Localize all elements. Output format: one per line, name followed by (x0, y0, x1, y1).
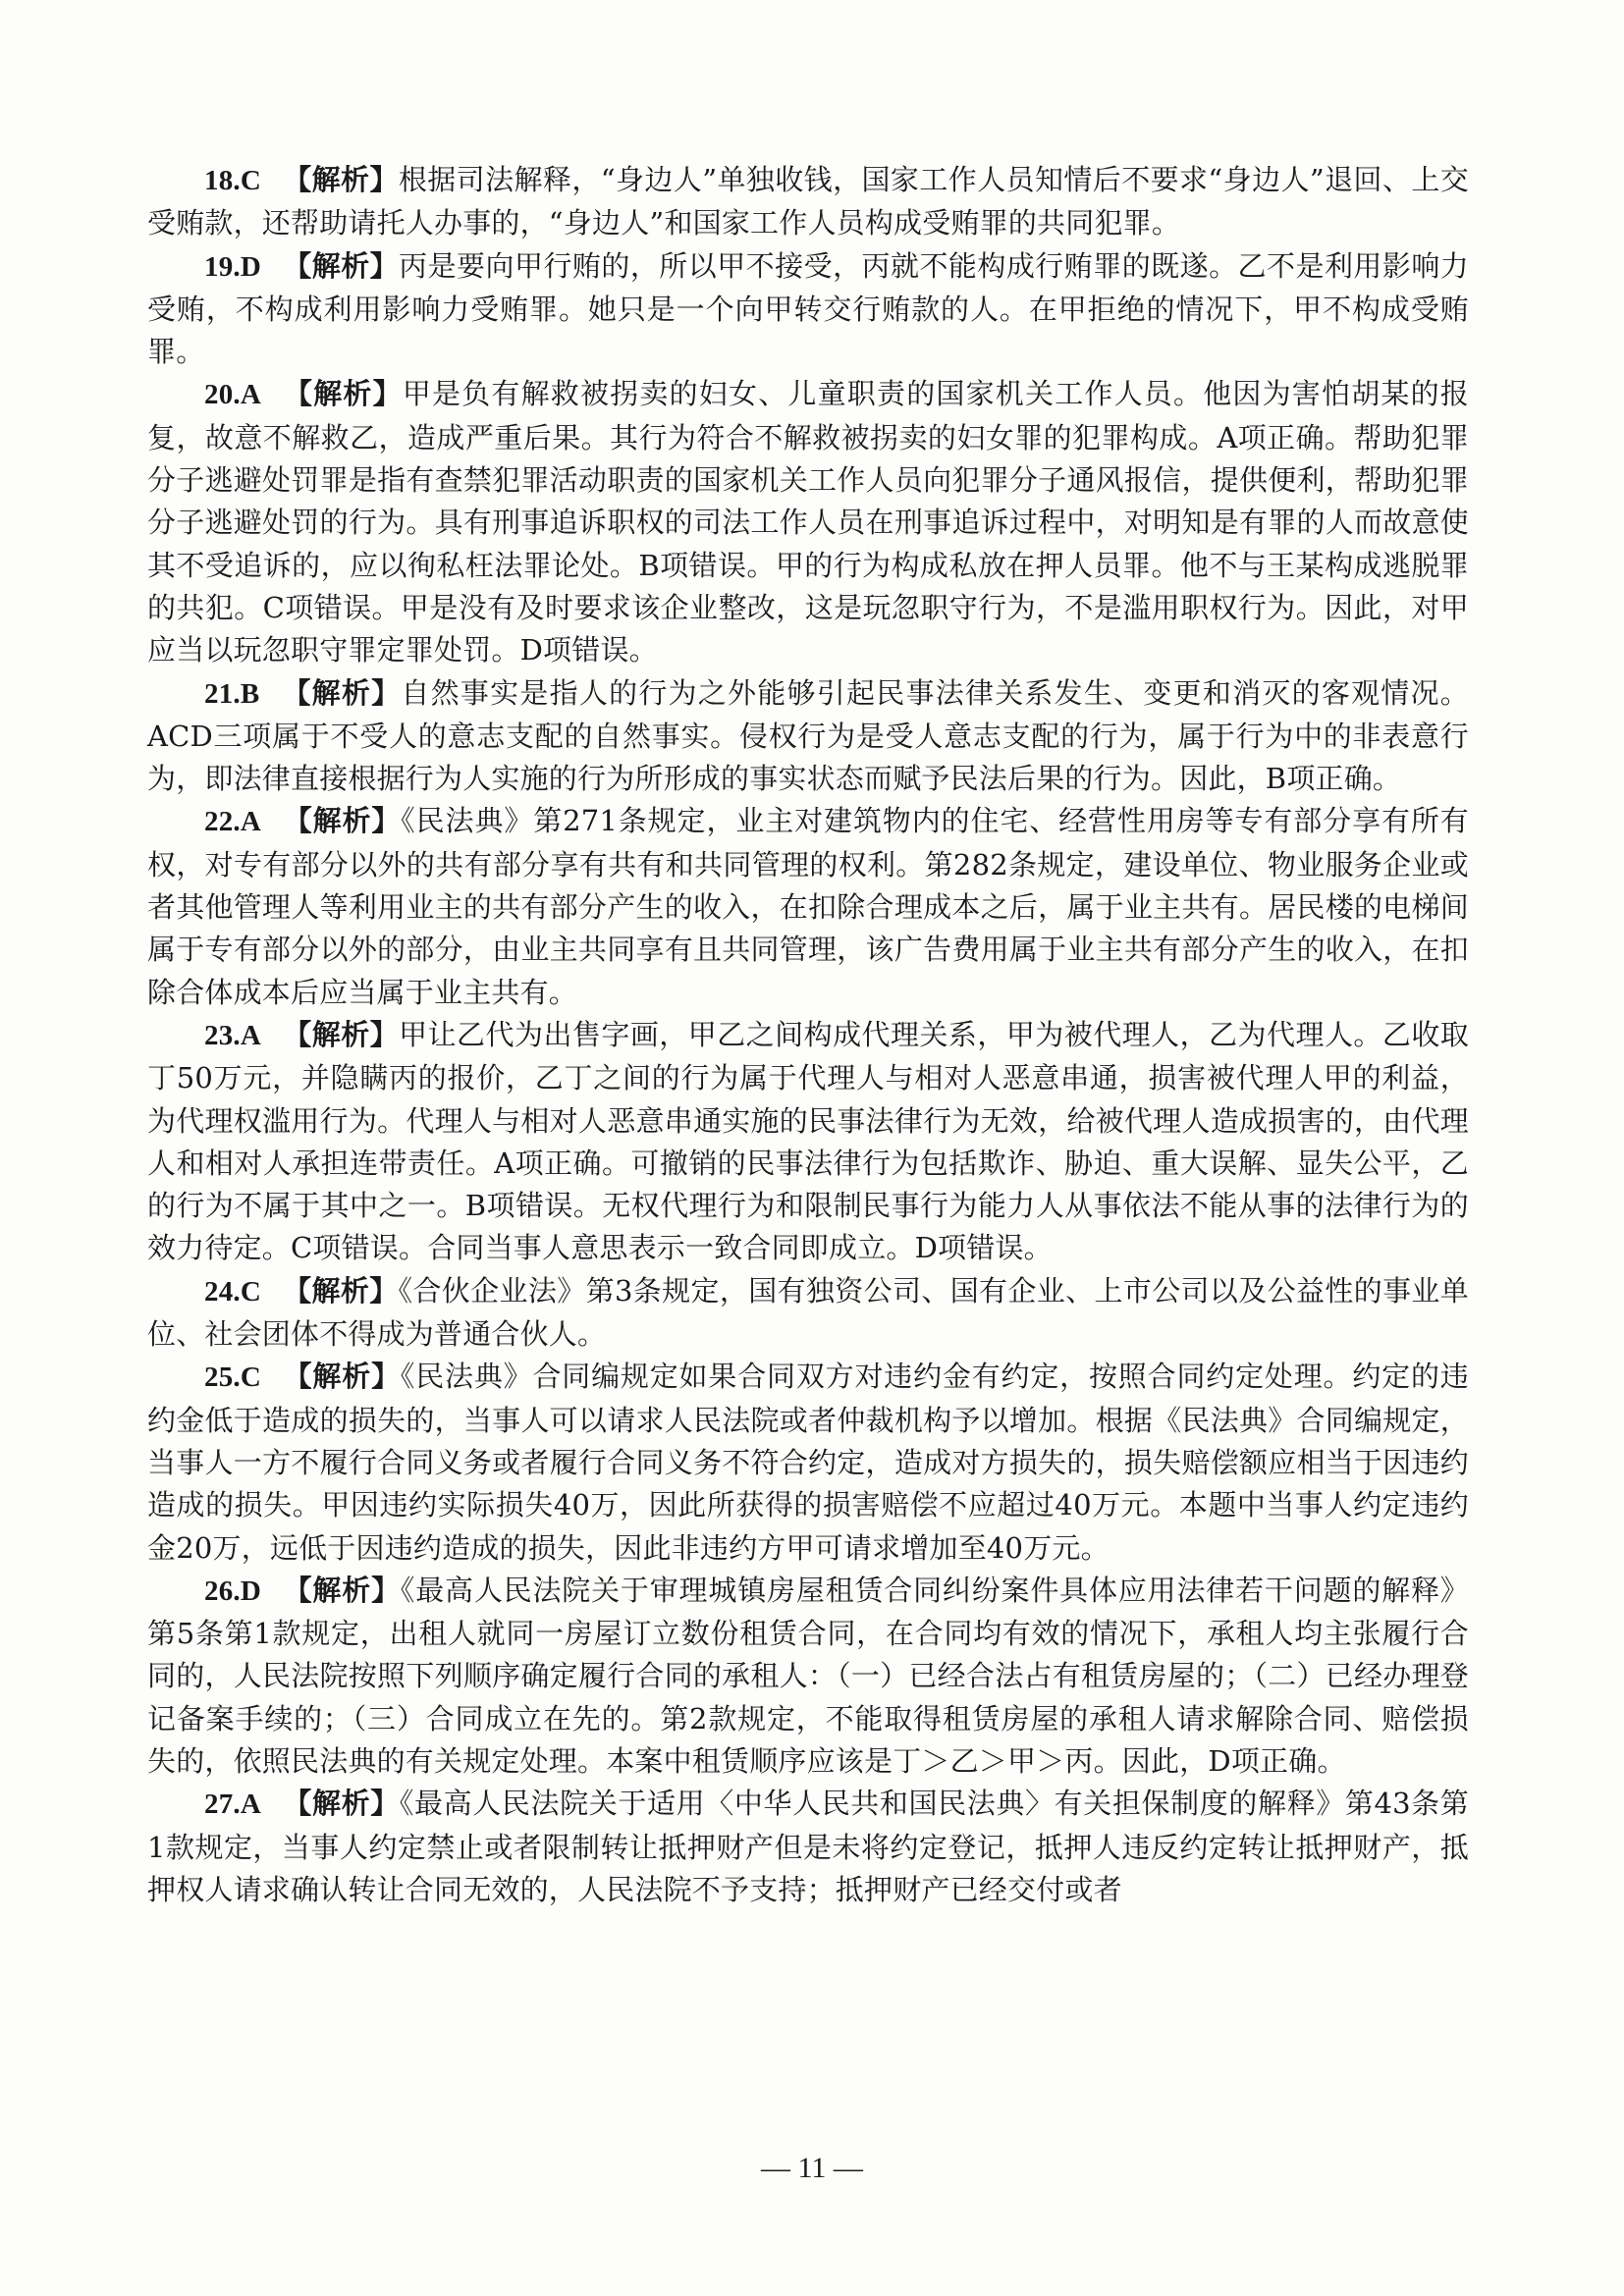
answer-number: 27.A (204, 1789, 261, 1821)
analysis-tag: 【解析】 (283, 1273, 399, 1308)
answer-number: 19.D (204, 250, 261, 283)
analysis-text: 自然事实是指人的行为之外能够引起民事法律关系发生、变更和消灭的客观情况。ACD三项属于不受人的意志支配的自然事实。侵权行为是受人意志支配的行为，属于行为中的非表意行为，即法律直接根据行为人实施的行为所形成的事实状态而赋予民法后果的行为。因此，B项正确。 (147, 675, 1469, 796)
answer-item-20 (147, 373, 1469, 671)
analysis-tag: 【解析】 (283, 163, 399, 196)
answer-item-25 (147, 1356, 1469, 1569)
analysis-text: 根据司法解释，“身边人”单独收钱，国家工作人员知情后不要求“身边人”退回、上交受贿款，还帮助请托人办事的，“身边人”和国家工作人员构成受贿罪的共同犯罪。 (147, 163, 1469, 240)
analysis-text: 甲是负有解救被拐卖的妇女、儿童职责的国家机关工作人员。他因为害怕胡某的报复，故意不解救乙，造成严重后果。其行为符合不解救被拐卖的妇女罪的犯罪构成。A项正确。帮助犯罪分子逃避处罚罪是指有查禁犯罪活动职责的国家机关工作人员向犯罪分子通风报信，提供便利，帮助犯罪分子逃避处罚的行为。具有刑事追诉职权的司法工作人员在刑事追诉过程中，对明知是有罪的人而故意使其不受追诉的，应以徇私枉法罪论处。B项错误。甲的行为构成私放在押人员罪。他不与王某构成逃脱罪的共犯。C项错误。甲是没有及时要求该企业整改，这是玩忽职守行为，不是滥用职权行为。因此，对甲应当以玩忽职守罪定罪处罚。D项错误。 (147, 377, 1470, 667)
answer-number: 26.D (204, 1575, 261, 1607)
answer-item-27 (147, 1783, 1469, 1911)
answer-item-23 (147, 1014, 1469, 1270)
analysis-tag: 【解析】 (283, 1360, 401, 1394)
analysis-tag: 【解析】 (283, 804, 402, 838)
analysis-text: 《合伙企业法》第3条规定，国有独资公司、国有企业、上市公司以及公益性的事业单位、社会团体不得成为普通合伙人。 (147, 1273, 1469, 1352)
analysis-text: 《最高人民法院关于适用〈中华人民共和国民法典〉有关担保制度的解释》第43条第1款规定，当事人约定禁止或者限制转让抵押财产但是未将约定登记，抵押人违反约定转让抵押财产，抵押权人请求确认转让合同无效的，人民法院不予支持；抵押财产已经交付或者 (147, 1787, 1469, 1906)
analysis-tag: 【解析】 (283, 1573, 401, 1607)
analysis-text: 《民法典》第271条规定，业主对建筑物内的住宅、经营性用房等专有部分享有所有权，对专有部分以外的共有部分享有共有和共同管理的权利。第282条规定，建设单位、物业服务企业或者其他管理人等利用业主的共有部分产生的收入，在扣除合理成本之后，属于业主共有。居民楼的电梯间属于专有部分以外的部分，由业主共同享有且共同管理，该广告费用属于业主共有部分产生的收入，在扣除合体成本后应当属于业主共有。 (147, 804, 1469, 1009)
page-number: — 11 — (761, 2152, 863, 2184)
answer-item-21 (147, 672, 1469, 801)
answer-item-22 (147, 800, 1469, 1013)
answer-number: 23.A (204, 1019, 261, 1051)
answer-number: 22.A (204, 806, 261, 838)
answer-number: 24.C (204, 1275, 261, 1308)
analysis-text: 丙是要向甲行贿的，所以甲不接受，丙就不能构成行贿罪的既遂。乙不是利用影响力受贿，不构成利用影响力受贿罪。她只是一个向甲转交行贿款的人。在甲拒绝的情况下，甲不构成受贿罪。 (147, 248, 1469, 369)
answer-item-26 (147, 1570, 1469, 1783)
answer-explanations (147, 159, 1469, 1911)
analysis-tag: 【解析】 (283, 1787, 400, 1821)
analysis-text: 甲让乙代为出售字画，甲乙之间构成代理关系，甲为被代理人，乙为代理人。乙收取丁50万元，并隐瞒丙的报价，乙丁之间的行为属于代理人与相对人恶意串通，损害被代理人甲的利益，为代理权滥用行为。代理人与相对人恶意串通实施的民事法律行为无效，给被代理人造成损害的，由代理人和相对人承担连带责任。A项正确。可撤销的民事法律行为包括欺诈、胁迫、重大误解、显失公平，乙的行为不属于其中之一。B项错误。无权代理行为和限制民事行为能力人从事依法不能从事的法律行为的效力待定。C项错误。合同当事人意思表示一致合同即成立。D项错误。 (147, 1017, 1469, 1265)
answer-item-24 (147, 1270, 1469, 1357)
answer-number: 18.C (204, 165, 261, 196)
answer-item-19 (147, 245, 1469, 374)
answer-number: 20.A (204, 379, 261, 411)
answer-item-18 (147, 159, 1469, 245)
analysis-tag: 【解析】 (283, 377, 403, 411)
analysis-text: 《民法典》合同编规定如果合同双方对违约金有约定，按照合同约定处理。约定的违约金低于造成的损失的，当事人可以请求人民法院或者仲裁机构予以增加。根据《民法典》合同编规定，当事人一方不履行合同义务或者履行合同义务不符合约定，造成对方损失的，损失赔偿额应相当于因违约造成的损失。甲因违约实际损失40万，因此所获得的损害赔偿不应超过40万元。本题中当事人约定违约金20万，远低于因违约造成的损失，因此非违约方甲可请求增加至40万元。 (147, 1360, 1469, 1565)
analysis-tag: 【解析】 (281, 675, 402, 710)
analysis-tag: 【解析】 (283, 1017, 400, 1051)
analysis-tag: 【解析】 (283, 248, 400, 283)
analysis-text: 《最高人民法院关于审理城镇房屋租赁合同纠纷案件具体应用法律若干问题的解释》第5条第1款规定，出租人就同一房屋订立数份租赁合同，在合同均有效的情况下，承租人均主张履行合同的，人民法院按照下列顺序确定履行合同的承租人：（一）已经合法占有租赁房屋的；（二）已经办理登记备案手续的；（三）合同成立在先的。第2款规定，不能取得租赁房屋的承租人请求解除合同、赔偿损失的，依照民法典的有关规定处理。本案中租赁顺序应该是丁＞乙＞甲＞丙。因此，D项正确。 (147, 1573, 1469, 1778)
answer-number: 21.B (204, 677, 260, 710)
answer-number: 25.C (204, 1362, 261, 1394)
